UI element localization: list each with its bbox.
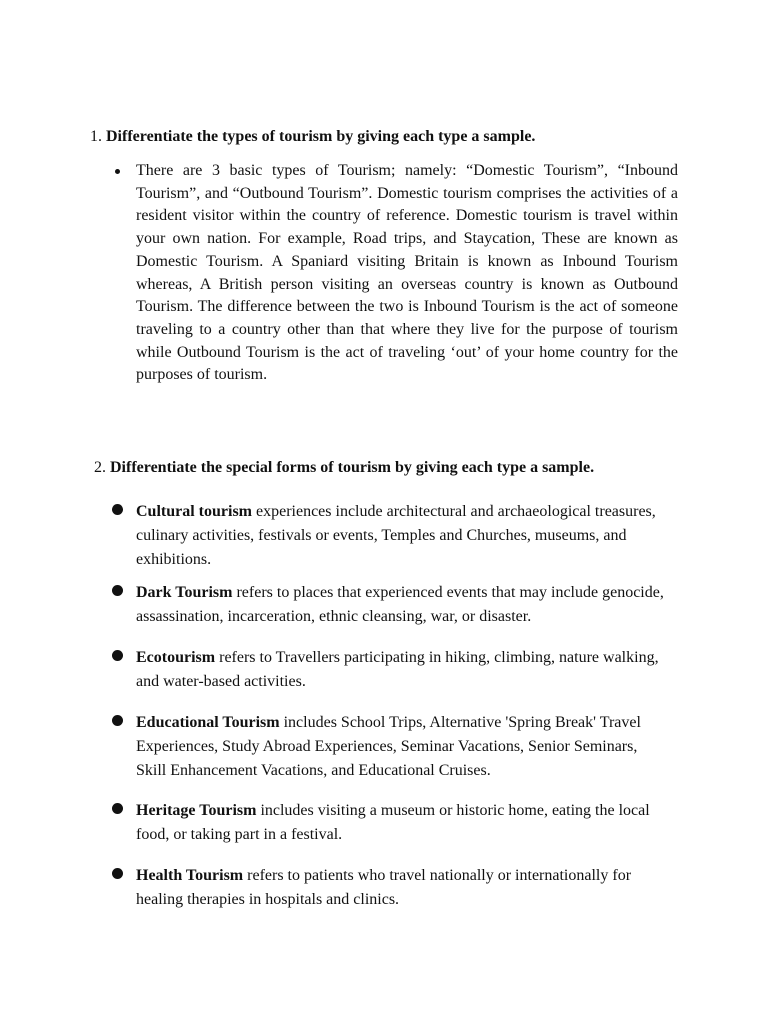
list-item-term: Cultural tourism bbox=[136, 503, 252, 520]
question-1-answer-text: There are 3 basic types of Tourism; namely: “Domestic Tourism”, “Inbound Tourism”, and “Outbound Tourism”. Domestic tourism comprises the activities of a resident visitor within the country of reference. Domestic tourism is travel within your own nation. For example, Road trips, and Staycation, These are known as Domestic Tourism. A Spaniard visiting Britain is known as Inbound Tourism whereas, A British person visiting an overseas country is known as Outbound Tourism. The difference between the two is Inbound Tourism is the act of someone traveling to a country other than that where they live for the purpose of tourism while Outbound Tourism is the act of traveling ‘out’ of your home country for the purposes of tourism. bbox=[136, 162, 678, 384]
list-item-text bbox=[136, 500, 666, 572]
list-item-description: experiences include architectural and archaeological treasures, culinary activities, festivals or events, Temples and Churches, museums, and exhibitions. bbox=[136, 503, 656, 568]
list-item-text bbox=[136, 799, 666, 847]
bullet-icon bbox=[112, 504, 123, 515]
list-item-description: refers to places that experienced events that may include genocide, assassination, incarceration, ethnic cleansing, war, or disaster. bbox=[136, 584, 664, 625]
list-item-educational-tourism bbox=[112, 711, 672, 783]
list-item-description: refers to patients who travel nationally or internationally for healing therapies in hospitals and clinics. bbox=[136, 867, 632, 908]
question-2-title: Differentiate the special forms of tourism by giving each type a sample. bbox=[110, 459, 595, 476]
list-item-cultural-tourism bbox=[112, 500, 672, 572]
bullet-icon bbox=[115, 169, 120, 174]
bullet-icon bbox=[112, 585, 123, 596]
question-1-heading bbox=[90, 127, 535, 147]
bullet-icon bbox=[112, 803, 123, 814]
list-item-term: Ecotourism bbox=[136, 649, 216, 666]
list-item-term: Educational Tourism bbox=[136, 714, 280, 731]
list-item-text bbox=[136, 711, 666, 783]
list-item-text bbox=[136, 864, 666, 912]
bullet-icon bbox=[112, 650, 123, 661]
bullet-icon bbox=[112, 715, 123, 726]
list-item-description: includes School Trips, Alternative 'Spring Break' Travel Experiences, Study Abroad Experiences, Seminar Vacations, Senior Seminars, Skill Enhancement Vacations, and Educational Cruises. bbox=[136, 714, 641, 779]
list-item-text bbox=[136, 581, 666, 629]
question-1-title: Differentiate the types of tourism by giving each type a sample. bbox=[106, 128, 536, 145]
list-item-health-tourism bbox=[112, 864, 672, 912]
bullet-icon bbox=[112, 868, 123, 879]
question-1-answer bbox=[115, 160, 678, 387]
list-item-description: includes visiting a museum or historic home, eating the local food, or taking part in a festival. bbox=[136, 802, 650, 843]
list-item-term: Health Tourism bbox=[136, 867, 244, 884]
list-item-term: Heritage Tourism bbox=[136, 802, 257, 819]
list-item-heritage-tourism bbox=[112, 799, 672, 847]
list-item-term: Dark Tourism bbox=[136, 584, 233, 601]
list-item-description: refers to Travellers participating in hiking, climbing, nature walking, and water-based activities. bbox=[136, 649, 659, 690]
question-2-number: 2. bbox=[94, 459, 106, 476]
list-item-ecotourism bbox=[112, 646, 672, 694]
question-2-heading bbox=[94, 458, 594, 478]
question-1-number: 1. bbox=[90, 128, 102, 145]
list-item-dark-tourism bbox=[112, 581, 672, 629]
list-item-text bbox=[136, 646, 666, 694]
